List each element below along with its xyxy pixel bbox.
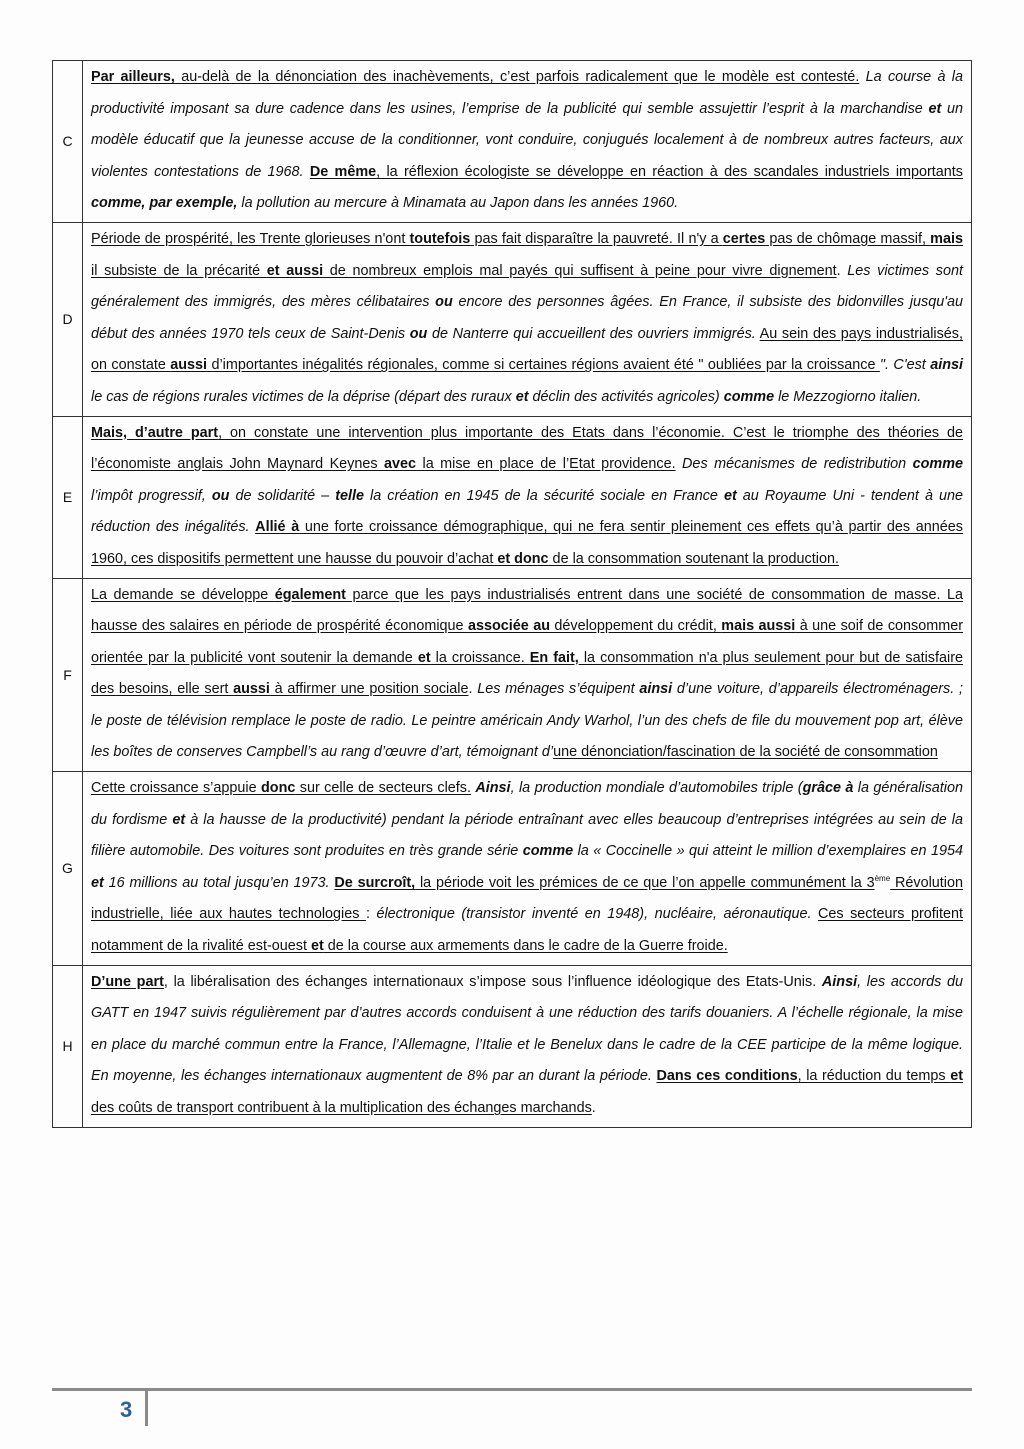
text-segment: et [515,388,529,405]
text-segment: développement du crédit, [550,618,722,635]
text-segment: ou [409,325,428,342]
text-segment: aussi [170,357,208,374]
text-segment: Les ménages s’équipent [477,681,640,698]
table-row [53,61,972,223]
text-segment: parce que les pays industrialisés entrent dans une société de consommation de masse. La hausse des salaires en période de prospérité économique [91,586,963,635]
text-segment: Période de prospérité, les Trente glorieuses n'ont [91,230,410,247]
text-segment: un modèle éducatif que la jeunesse accuse de la conditionner, vont conduire, conjugués localement à de nombreux autres facteurs, aux violentes contestations de 1968. [91,100,963,180]
row-label: G [53,772,83,966]
text-segment: de Nanterre qui accueillent des ouvriers immigrés. [427,325,756,342]
text-segment: D’une part [91,973,164,990]
text-segment: En fait, [529,649,579,666]
text-segment: et [417,649,431,666]
text-segment: Par ailleurs, [91,69,175,85]
text-segment: Mais, d’autre part [91,424,219,441]
text-segment: Révolution industrielle, liée aux hautes technologies [91,874,963,923]
text-segment: toutefois [409,230,471,247]
table-row [53,965,972,1127]
text-segment: et [172,811,186,828]
text-segment: Cette croissance s’appuie [91,780,261,797]
text-segment: Des mécanismes de redistribution [675,456,913,473]
text-segment: donc [261,780,296,797]
text-segment: comme, par exemple, [91,195,238,212]
row-paragraph [83,578,972,772]
text-segment: ainsi [639,681,673,698]
text-segment: le Mezzogiorno italien. [774,388,922,405]
text-segment: à la hausse de la productivité) pendant la période entraînant avec elles beaucoup d’entreprises intégrées au sein de la filière automobile. Des voitures sont produites en très grande série [91,811,963,860]
text-segment: grâce à [802,780,854,797]
text-segment: la création en 1945 de la sécurité sociale en France [363,487,724,504]
text-segment: et [928,100,942,117]
text-segment: mais aussi [721,618,796,635]
text-segment: la pollution au mercure à Minamata au Japon dans les années 1960. [237,195,679,212]
text-segment: également [274,586,346,603]
row-label: D [53,222,83,416]
text-segment: Allié à [255,519,300,536]
text-segment: comme [522,843,574,860]
text-segment: il subsiste de la précarité [91,262,267,279]
text-segment: , la production mondiale d’automobiles triple ( [510,780,803,797]
text-segment: de la consommation soutenant la production. [548,550,839,567]
text-segment: , on constate une intervention plus importante des Etats dans l’économie. C’est le triomphe des théories de l’économiste anglais John Maynard Keynes [91,424,963,473]
table-row [53,772,972,966]
text-segment: , la libéralisation des échanges internationaux s’impose sous l’influence idéologique des Etats-Unis. [163,973,822,990]
text-segment: au-delà de la dénonciation des inachèvements, c’est parfois radicalement que le modèle est contesté. [174,69,860,85]
text-segment: encore des personnes âgées. En France, il subsiste des bidonvilles jusqu'au début des années 1970 tels ceux de Saint-Denis [91,294,963,342]
text-segment: de la course aux armements dans le cadre de la Guerre froide. [323,938,728,955]
text-segment: sur celle de secteurs clefs. [295,780,471,797]
text-segment: Dans ces conditions [656,1068,798,1085]
text-segment: . [468,681,478,698]
text-segment: la mise en place de l’Etat providence. [416,456,676,473]
text-segment: la généralisation du fordisme [91,780,964,828]
text-segment: comme [723,388,775,405]
text-segment: la croissance. [430,649,530,666]
text-segment: . [591,1100,596,1116]
row-label: F [53,578,83,772]
text-segment: La course à la productivité imposant sa dure cadence dans les usines, l’emprise de la publicité qui semble assujettir l’esprit à la marchandise [91,69,963,117]
text-segment: et aussi [266,262,324,279]
text-segment: , la réduction du temps [797,1068,951,1085]
text-segment: le cas de régions rurales victimes de la déprise (départ des ruraux [91,388,516,405]
text-segment: Au sein des pays industrialisés, on constate [91,325,964,374]
text-segment: la « Coccinelle » qui atteint le million d’exemplaires en 1954 [573,843,963,860]
text-segment: à une soif de consommer orientée par la publicité vont soutenir la demande [91,618,963,666]
text-segment: ainsi [930,357,963,374]
text-segment: 16 millions au total jusqu’en 1973. [103,874,330,891]
row-label: E [53,416,83,578]
text-segment: certes [722,230,766,247]
text-segment: des coûts de transport contribuent à la multiplication des échanges marchands [91,1100,592,1116]
text-segment: avec [384,456,417,473]
text-segment: d’une voiture, d’appareils électroménagers. ; le poste de télévision remplace le poste de radio. Le peintre américain Andy Warhol, l’un des chefs de file du mouvement pop art, élève les boîtes de conserves Campbell’s au rang d’œuvre d’art, témoignant d’ [91,681,963,761]
text-segment: Ainsi [821,973,858,990]
text-segment: pas fait disparaître la pauvreté. Il n'y a [470,230,723,247]
text-segment: et [950,1068,963,1085]
text-segment: aussi [233,681,270,698]
text-segment: ème [874,873,891,883]
text-segment: à affirmer une position sociale [269,681,469,698]
text-segment: électronique (transistor inventé en 1948), nucléaire, aéronautique. [376,906,812,923]
text-segment: au Royaume Uni - tendent à une réduction des inégalités. [91,487,964,536]
text-segment: De surcroît, [334,874,416,891]
text-segment: de nombreux emplois mal payés qui suffisent à peine pour vivre dignement [323,262,837,279]
footer-divider [145,1390,148,1426]
text-segment: Ainsi [475,780,511,797]
text-segment: Ces secteurs profitent notamment de la rivalité est-ouest [91,906,964,955]
row-paragraph [83,965,972,1127]
text-segment: une dénonciation/fascination de la société de consommation [553,744,938,761]
text-segment: La demande se développe [91,586,275,603]
footer-rule [52,1388,972,1391]
text-segment: associée au [467,618,550,635]
table-body [53,61,972,1128]
text-segment: De même [309,163,377,180]
row-paragraph [83,61,972,223]
table-row [53,578,972,772]
text-segment: ou [211,487,230,504]
text-segment: mais [930,230,963,247]
text-segment: d’importantes inégalités régionales, comme si certaines régions avaient été " oubliées par la croissance [207,357,880,374]
text-segment: et [91,874,104,891]
text-segment: Les victimes sont généralement des immigrés, des mères célibataires [91,262,964,311]
text-segment: de solidarité – [229,487,336,504]
text-segment: l’impôt progressif, [91,487,212,504]
text-segment: la consommation n'a plus seulement pour but de satisfaire des besoins, elle sert [91,649,963,698]
row-paragraph [83,772,972,966]
text-segment: déclin des activités agricoles) [528,388,724,405]
page-number: 3 [120,1397,133,1422]
text-segment: ". C'est [879,357,931,374]
text-segment: . [836,262,848,279]
text-segment: comme [912,456,963,473]
text-segment: pas de chômage massif, [765,230,931,247]
table-row [53,222,972,416]
document-table [52,60,972,1128]
text-segment: ou [435,294,453,311]
row-paragraph [83,416,972,578]
text-segment: , les accords du GATT en 1947 suivis régulièrement par d’autres accords conduisent à une réduction des tarifs douaniers. A l’échelle régionale, la mise en place du marché commun entre la France, l’Allemagne, l’Italie et le Benelux dans le cadre de la CEE participe de la même logique. En moyenne, les échanges internationaux augmentent de 8% par an durant la période. [91,973,963,1085]
table-row [53,416,972,578]
text-segment: et [310,938,324,955]
text-segment: : [365,906,377,923]
text-segment: la période voit les prémices de ce que l’on appelle communément la 3 [415,874,875,891]
text-segment: et donc [497,550,549,567]
text-segment: , la réflexion écologiste se développe en réaction à des scandales industriels importants [376,163,964,180]
text-segment: et [723,487,737,504]
row-label: H [53,965,83,1127]
row-label: C [53,61,83,223]
text-segment: une forte croissance démographique, qui ne fera sentir pleinement ces effets qu’à partir des années 1960, ces dispositifs permettent une hausse du pouvoir d’achat [91,519,963,567]
text-segment: telle [335,487,364,504]
row-paragraph [83,222,972,416]
